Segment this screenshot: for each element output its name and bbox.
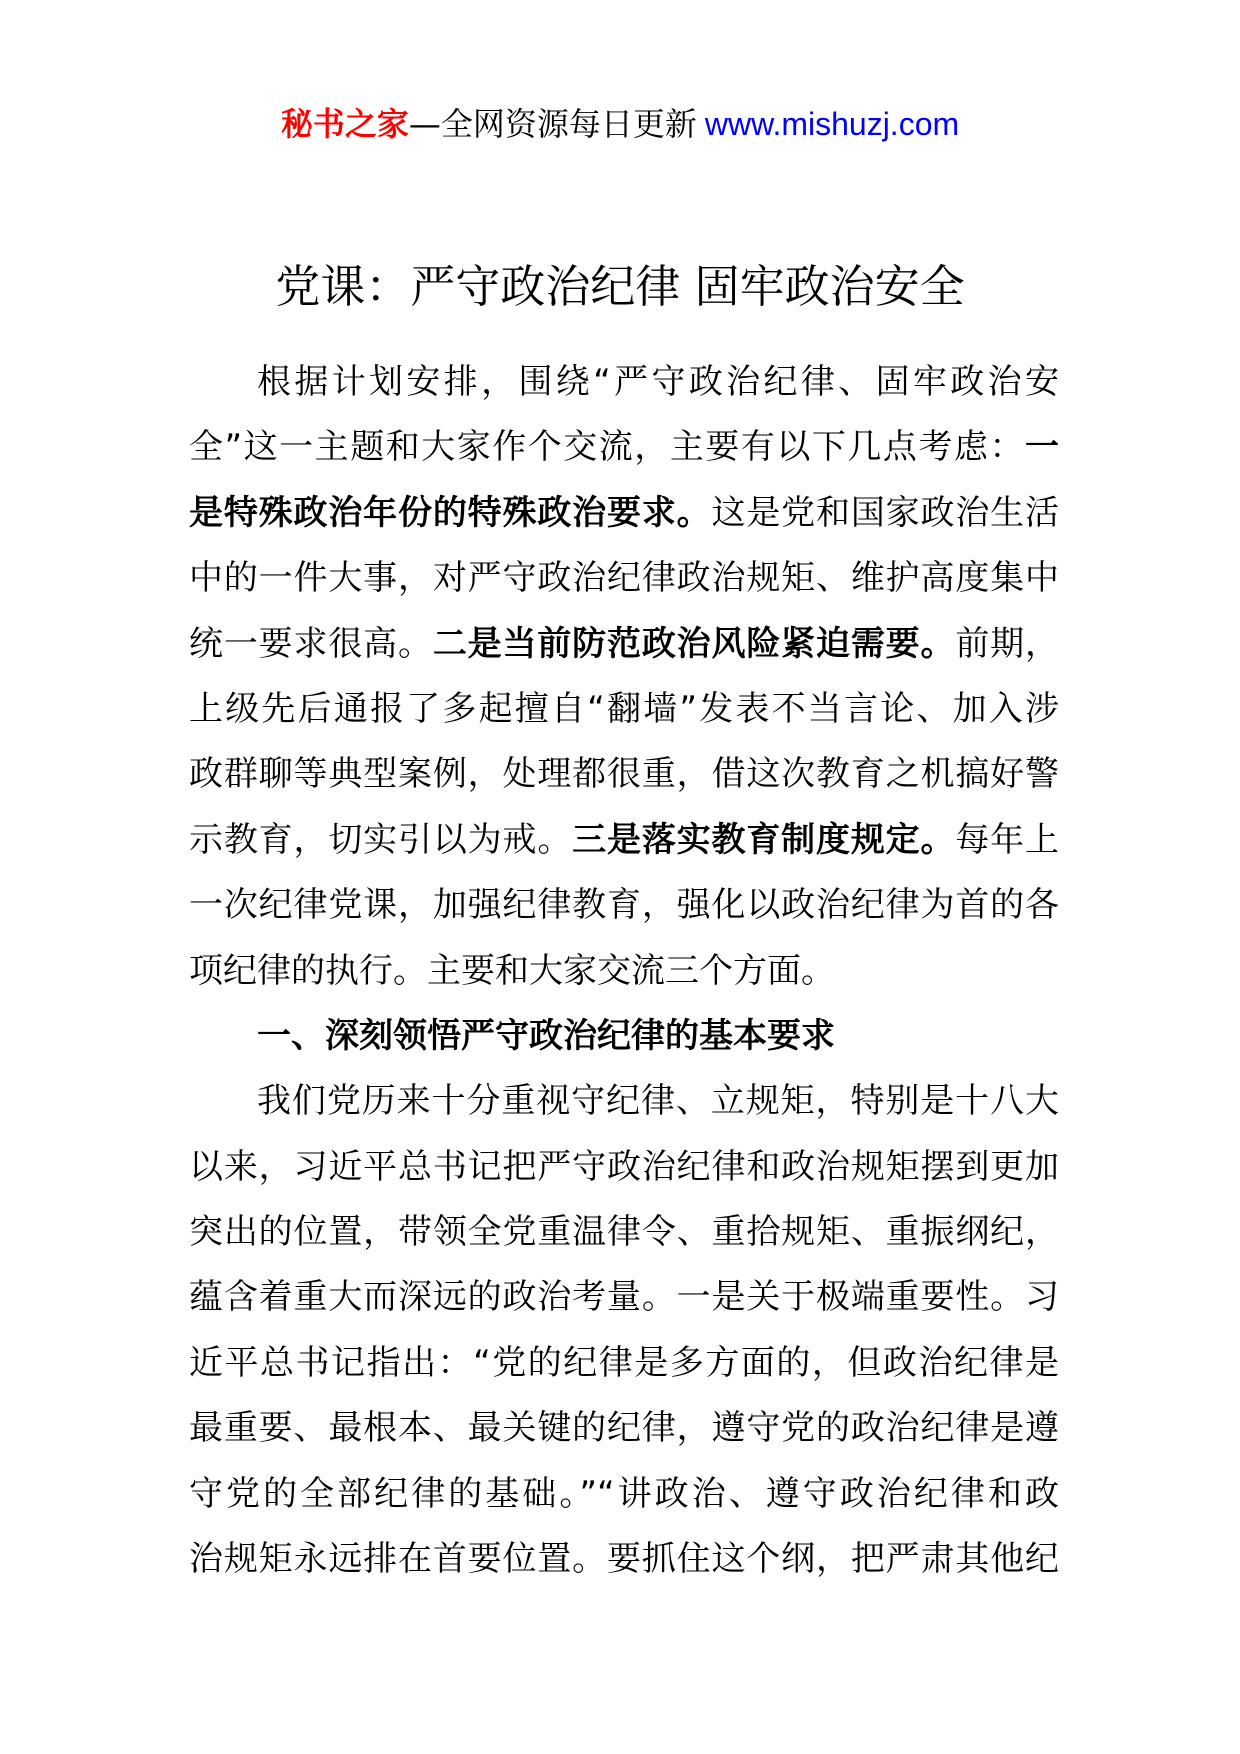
text-run: 一次纪律党课，加强纪律教育，强化以政治纪律为首的各 (189, 885, 1059, 926)
text-run: 每年上 (955, 819, 1059, 860)
text-line (189, 939, 1059, 1004)
section-paragraph (189, 1069, 1059, 1592)
text-line (189, 1527, 1059, 1592)
text-run: 示教育，切实引以为戒。 (189, 819, 573, 860)
text-run: 蕴含着重大而深远的政治考量。一是关于极端重要性。习 (189, 1277, 1059, 1318)
text-line (189, 1135, 1059, 1200)
document-title: 党课：严守政治纪律 固牢政治安全 (275, 260, 965, 313)
bold-text-run: 三是落实教育制度规定。 (572, 819, 956, 860)
text-run: 中的一件大事，对严守政治纪律政治规矩、维护高度集中 (189, 558, 1059, 599)
text-line (189, 1331, 1059, 1396)
text-run: 这是党和国家政治生活 (711, 492, 1059, 533)
text-line (189, 1462, 1059, 1527)
text-line (189, 1396, 1059, 1461)
text-line (189, 1069, 1059, 1134)
section-heading-text: 一、深刻领悟严守政治纪律的基本要求 (257, 1015, 835, 1056)
text-run: 根据计划安排，围绕“严守政治纪律、固牢政治安 (257, 362, 1059, 402)
document-body (189, 350, 1059, 1592)
text-line (189, 612, 1059, 677)
text-run: 守党的全部纪律的基础。”“讲政治、遵守政治纪律和政 (189, 1473, 1059, 1514)
text-line (189, 546, 1059, 611)
bold-text-run: 一 (1025, 427, 1059, 468)
text-run: 前期， (955, 623, 1059, 664)
text-line (189, 415, 1059, 480)
text-run: 我们党历来十分重视守纪律、立规矩，特别是十八大 (257, 1081, 1059, 1122)
site-name: 秘书之家 (280, 105, 409, 143)
text-line (189, 808, 1059, 873)
text-line (189, 481, 1059, 546)
text-line (189, 873, 1059, 938)
text-run: 以来，习近平总书记把严守政治纪律和政治规矩摆到更加 (189, 1146, 1059, 1187)
text-run: 治规矩永远排在首要位置。要抓住这个纲，把严肃其他纪 (189, 1539, 1059, 1580)
section-heading (189, 1004, 1059, 1069)
text-line (189, 1265, 1059, 1330)
text-line (189, 350, 1059, 415)
text-run: 上级先后通报了多起擅自“翻墙”发表不当言论、加入涉 (189, 688, 1059, 729)
text-run: 政群聊等典型案例，处理都很重，借这次教育之机搞好警 (189, 754, 1059, 795)
text-line (189, 742, 1059, 807)
bold-text-run: 二是当前防范政治风险紧迫需要。 (432, 623, 956, 664)
text-run: 全”这一主题和大家作个交流，主要有以下几点考虑： (189, 427, 1025, 468)
text-run: 统一要求很高。 (189, 623, 433, 664)
site-header (0, 100, 1240, 148)
text-run: 项纪律的执行。主要和大家交流三个方面。 (189, 950, 835, 991)
text-line (189, 1200, 1059, 1265)
text-run: 最重要、最根本、最关键的纪律，遵守党的政治纪律是遵 (189, 1408, 1059, 1449)
site-url-link[interactable]: www.mishuzj.com (704, 106, 960, 142)
text-line (189, 677, 1059, 742)
text-run: 近平总书记指出：“党的纪律是多方面的，但政治纪律是 (189, 1342, 1059, 1383)
bold-text-run: 是特殊政治年份的特殊政治要求。 (189, 492, 712, 533)
intro-paragraph (189, 350, 1059, 1004)
text-run: 突出的位置，带领全党重温律令、重拾规矩、重振纲纪， (189, 1212, 1059, 1253)
site-tagline: —全网资源每日更新 (408, 105, 697, 143)
